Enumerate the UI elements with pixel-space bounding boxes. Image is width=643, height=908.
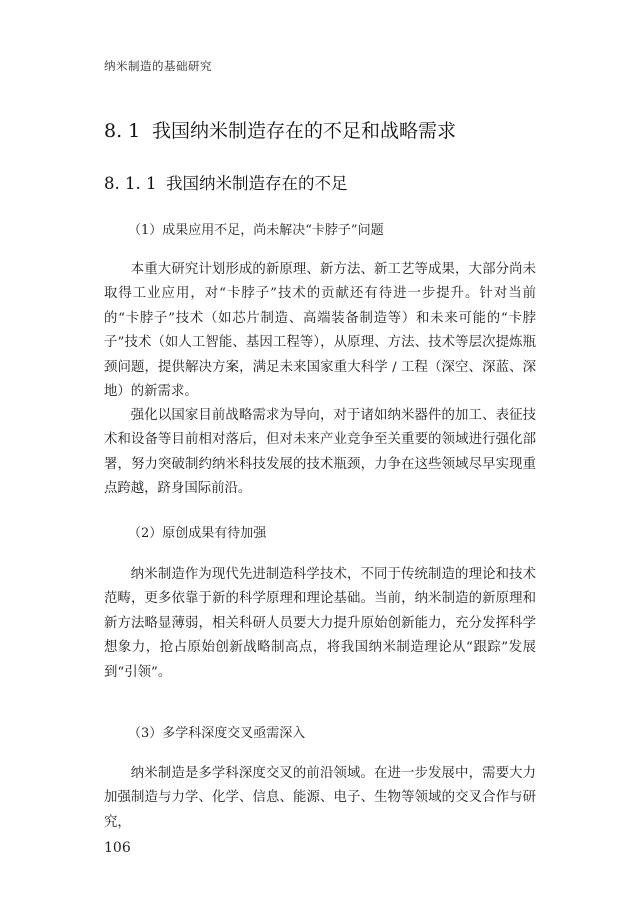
section-heading [104, 116, 456, 143]
subsection-heading [104, 170, 348, 194]
section-title: 我国纳米制造存在的不足和战略需求 [152, 120, 457, 142]
page-number: 106 [104, 840, 131, 856]
body-paragraph: 纳米制造作为现代先进制造科学技术，不同于传统制造的理论和技术范畴，更多依靠于新的科学原理和理论基础。当前，纳米制造的新原理和新方法略显薄弱，相关科研人员要大力提升原始创新能力，充分发挥科学想象力，抢占原始创新战略制高点，将我国纳米制造理论从“跟踪”发展到“引领”。 [104, 567, 536, 680]
subsection-number: 8. 1. 1 [104, 174, 157, 193]
body-paragraph: 纳米制造是多学科深度交叉的前沿领域。在进一步发展中，需要大力加强制造与力学、化学、信息、能源、电子、生物等领域的交叉合作与研究， [104, 766, 536, 830]
section-number: 8. 1 [104, 120, 141, 142]
point-heading-1: （1）成果应用不足，尚未解决“卡脖子”问题 [128, 223, 384, 238]
running-header: 纳米制造的基础研究 [104, 59, 212, 73]
subsection-title: 我国纳米制造存在的不足 [166, 174, 348, 193]
body-paragraph: 强化以国家目前战略需求为导向，对于诸如纳米器件的加工、表征技术和设备等目前相对落后，但对未来产业竞争至关重要的领域进行强化部署，努力突破制约纳米科技发展的技术瓶颈，力争在这些领域尽早实现重点跨越，跻身国际前沿。 [104, 408, 536, 497]
body-paragraph: 本重大研究计划形成的新原理、新方法、新工艺等成果，大部分尚未取得工业应用，对“卡脖子”技术的贡献还有待进一步提升。针对当前的“卡脖子”技术（如芯片制造、高端装备制造等）和未来可能的“卡脖子”技术（如人工智能、基因工程等），从原理、方法、技术等层次提炼瓶颈问题，提供解决方案，满足未来国家重大科学 / 工程（深空、深蓝、深地）的新需求。 [104, 262, 536, 400]
point-heading-2: （2）原创成果有待加强 [128, 526, 267, 541]
point-heading-3: （3）多学科深度交叉亟需深入 [128, 726, 306, 741]
